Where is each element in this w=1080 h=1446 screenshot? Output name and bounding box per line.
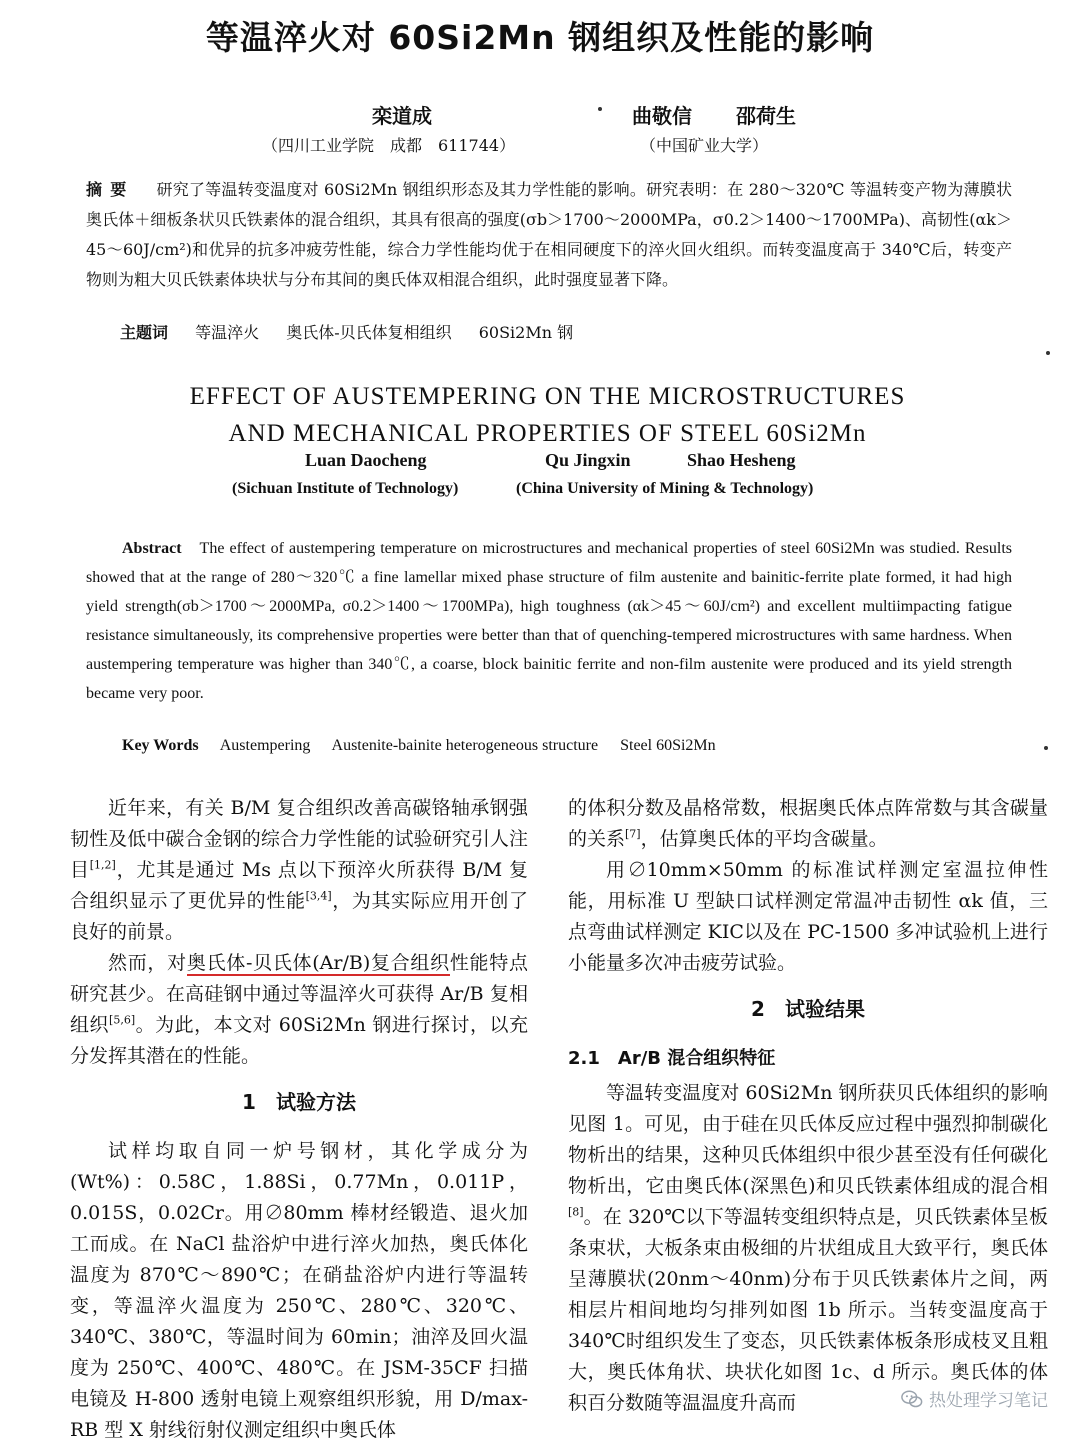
author-cn-3: 邵荷生 — [736, 104, 796, 128]
intro-paragraph-1 — [70, 793, 528, 948]
text-run: 的体积分数及晶格常数，根据奥氏体点阵常数与其含碳量的关系 — [568, 797, 1048, 850]
author-en-2: Qu Jingxin — [545, 450, 631, 470]
affiliation-en-left: (Sichuan Institute of Technology) — [232, 480, 459, 497]
watermark-text: 热处理学习笔记 — [929, 1391, 1048, 1411]
text-run: ，尤其是通过 Ms 点以下预淬火所获得 B/M 复合组织显示了更优异的性能 — [70, 859, 528, 912]
methods-paragraph-cont — [568, 793, 1048, 855]
citation: [7] — [625, 827, 641, 841]
text-run: 。在 320℃以下等温转变组织特点是，贝氏铁素体呈板条束状，大板条束由极细的片状组成且大致平行，奥氏体呈薄膜状(20nm～40nm)分布于贝氏铁素体片之间，两相层片相间地均匀排列如图 1b 所示。当转变温度高于 340℃时组织发生了变态，贝氏铁素体板条形成枝叉且粗大，奥氏体角状、块状化如图 1c、d 所示。奥氏体的体积百分数随等温温度升高而 — [568, 1206, 1048, 1414]
scan-speck — [598, 107, 602, 111]
paper-title-cn: 等温淬火对 60Si2Mn 钢组织及性能的影响 — [205, 18, 875, 57]
keywords-en-label: Key Words — [122, 737, 199, 754]
results-paragraph — [568, 1078, 1048, 1419]
title-en-line-2: AND MECHANICAL PROPERTIES OF STEEL 60Si2Mn — [228, 420, 867, 447]
abstract-en-label: Abstract — [122, 540, 182, 557]
citation: [8] — [568, 1205, 584, 1219]
scan-speck — [1044, 746, 1048, 750]
section-heading-2: 2 试验结果 — [751, 997, 865, 1021]
keyword-en-2: Austenite-bainite heterogeneous structure — [331, 737, 599, 754]
author-en-3: Shao Hesheng — [687, 450, 796, 470]
keyword-en-3: Steel 60Si2Mn — [620, 737, 716, 754]
keywords-en — [122, 737, 734, 755]
methods-paragraph: 试样均取自同一炉号钢材，其化学成分为(Wt%)：0.58C，1.88Si，0.77Mn，0.011P，0.015S，0.02Cr。用∅80mm 棒材经锻造、退火加工而成。在 NaCl 盐浴炉中进行淬火加热，奥氏体化温度为 870℃～890℃；在硝盐浴炉内进行等温转变，等温淬火温度为 250℃、280℃、320℃、340℃、380℃，等温时间为 60min；油淬及回火温度为 250℃、400℃、480℃。在 JSM-35CF 扫描电镜及 H-800 透射电镜上观察组织形貌，用 D/max-RB 型 X 射线衍射仪测定组织中奥氏体 — [70, 1140, 528, 1441]
section-heading-1: 1 试验方法 — [242, 1090, 356, 1114]
affiliation-cn-left: （四川工业学院 成都 611744） — [262, 136, 516, 155]
highlighted-term: 奥氏体-贝氏体(Ar/B)复合组织 — [186, 952, 450, 974]
text-run: ，为其实际应用开创了良好的前景。 — [70, 890, 528, 943]
testing-paragraph: 用∅10mm×50mm 的标准试样测定室温拉伸性能，用标准 U 型缺口试样测定常温冲击韧性 αk 值，三点弯曲试样测定 KIC以及在 PC-1500 多冲试验机上进行小能量多次冲击疲劳试验。 — [568, 859, 1048, 974]
text-run: 。为此，本文对 60Si2Mn 钢进行探讨，以充分发挥其潜在的性能。 — [70, 1014, 528, 1067]
author-cn-1: 栾道成 — [372, 104, 432, 128]
body-column-right — [568, 793, 1048, 1419]
keyword-cn-3: 60Si2Mn 钢 — [478, 323, 574, 342]
keywords-cn-label: 主题词 — [120, 323, 169, 342]
keyword-cn-1: 等温淬火 — [195, 323, 260, 342]
intro-paragraph-2 — [70, 948, 528, 1072]
author-en-1: Luan Daocheng — [305, 450, 427, 470]
abstract-cn — [86, 175, 1012, 295]
citation: [3,4] — [305, 889, 332, 903]
abstract-en-text: The effect of austempering temperature on microstructures and mechanical properties of steel 60Si2Mn was studied. Results showed that at the range of 280～320℃ a fine lamellar mixed phase structure of film austenite and bainitic-ferrite plate formed, it had high yield strength(σb＞1700～2000MPa, σ0.2＞1400～1700MPa), high toughness (αk＞45～60J/cm²) and excellent multiimpacting fatigue resistance simultaneously, its comprehensive properties were better than that of quenching-tempered microstructures with same hardness. When austempering temperature was higher than 340℃, a coarse, block bainitic ferrite and non-film austenite were produced and its yield strength became very poor. — [86, 540, 1012, 702]
subsection-heading-2-1: 2.1 Ar/B 混合组织特征 — [568, 1048, 776, 1069]
text-run: 然而，对 — [108, 952, 187, 974]
affiliation-en-right: (China University of Mining & Technology) — [516, 480, 814, 497]
watermark — [893, 1384, 1056, 1413]
text-run: 性能特点研究甚少。在高硅钢中通过等温淬火可获得 Ar/B 复相组织 — [70, 952, 528, 1036]
abstract-en — [86, 534, 1012, 708]
body-column-left — [70, 793, 528, 1446]
keyword-cn-2: 奥氏体-贝氏体复相组织 — [286, 323, 452, 342]
citation: [1,2] — [89, 858, 116, 872]
citation: [5,6] — [109, 1013, 136, 1027]
keyword-en-1: Austempering — [219, 737, 311, 754]
title-en-line-1: EFFECT OF AUSTEMPERING ON THE MICROSTRUCTURES — [189, 383, 906, 410]
wechat-icon — [901, 1388, 923, 1410]
paper-title-en — [0, 378, 1080, 452]
abstract-cn-label: 摘要 — [86, 180, 135, 199]
keywords-cn — [120, 320, 595, 343]
scan-speck — [1046, 351, 1050, 355]
abstract-cn-text: 研究了等温转变温度对 60Si2Mn 钢组织形态及其力学性能的影响。研究表明：在 280～320℃ 等温转变产物为薄膜状奥氏体＋细板条状贝氏铁素体的混合组织，其具有很高的强度(σb＞1700～2000MPa，σ0.2＞1400～1700MPa)、高韧性(αk＞45～60J/cm²)和优异的抗多冲疲劳性能，综合力学性能均优于在相同硬度下的淬火回火组织。而转变温度高于 340℃后，转变产物则为粗大贝氏铁素体块状与分布其间的奥氏体双相混合组织，此时强度显著下降。 — [86, 180, 1012, 289]
text-run: ，估算奥氏体的平均含碳量。 — [640, 828, 888, 850]
affiliation-cn-right: （中国矿业大学） — [640, 136, 769, 155]
text-run: 近年来，有关 B/M 复合组织改善高碳铬轴承钢强韧性及低中碳合金钢的综合力学性能的试验研究引人注目 — [70, 797, 528, 881]
text-run: 等温转变温度对 60Si2Mn 钢所获贝氏体组织的影响见图 1。可见，由于硅在贝氏体反应过程中强烈抑制碳化物析出的结果，这种贝氏体组织中很少甚至没有任何碳化物析出，它由奥氏体(深黑色)和贝氏铁素体组成的混合相 — [568, 1082, 1048, 1197]
author-cn-2: 曲敬信 — [632, 104, 692, 128]
